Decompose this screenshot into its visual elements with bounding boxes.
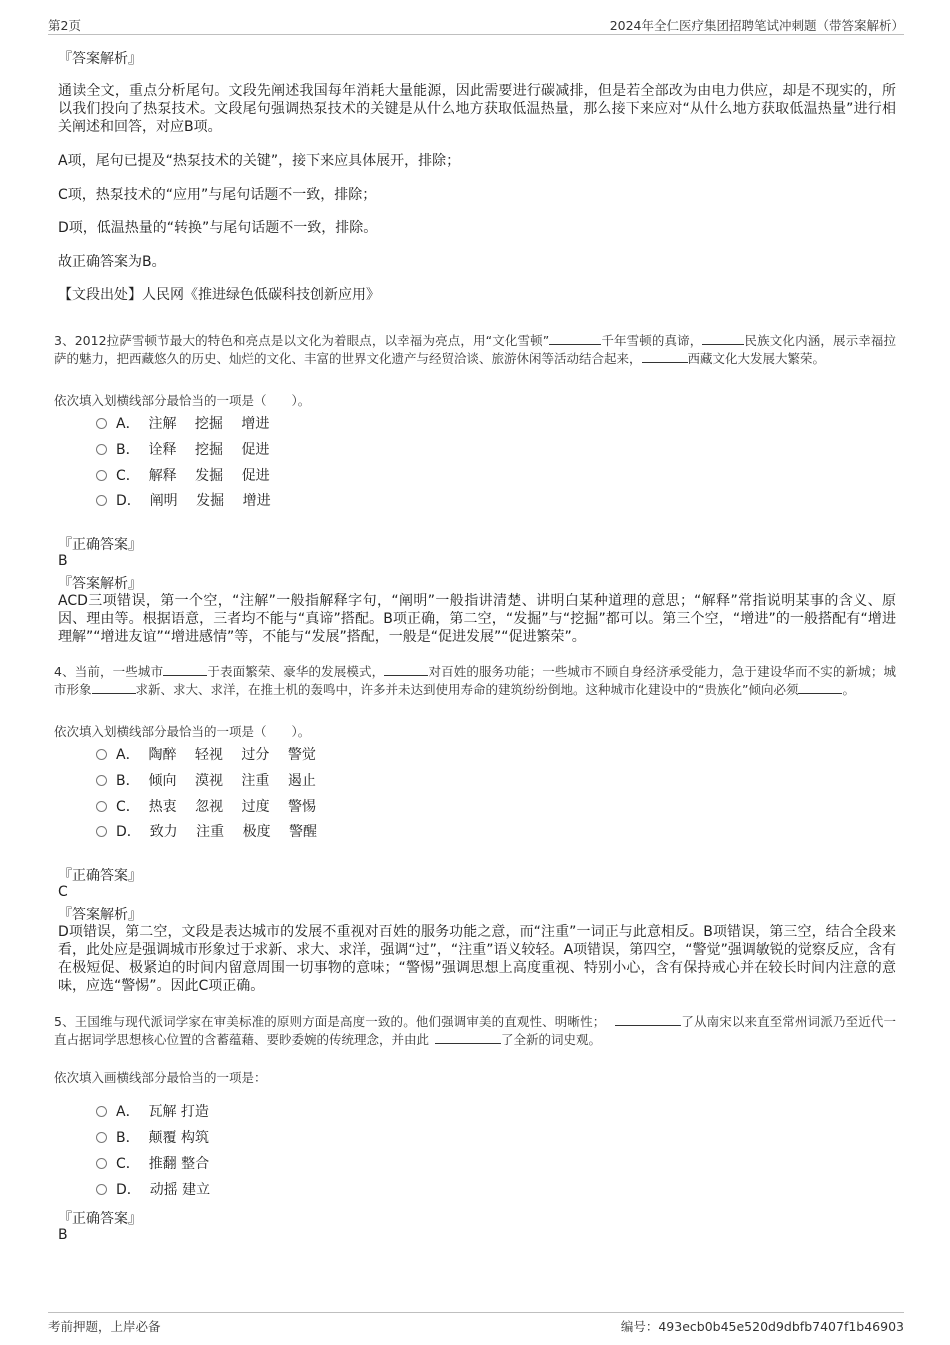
- blank: [435, 1031, 501, 1044]
- question-5-prompt: 依次填入画横线部分最恰当的一项是：: [54, 1070, 267, 1085]
- blank: [384, 663, 428, 676]
- blank: [615, 1013, 681, 1026]
- correct-answer-label: 『正确答案』: [58, 1211, 142, 1227]
- analysis-paragraph: 故正确答案为B。: [58, 254, 166, 270]
- radio-icon[interactable]: [96, 801, 107, 812]
- question-5-option-b[interactable]: B． 颠覆 构筑: [96, 1128, 209, 1148]
- radio-icon[interactable]: [96, 775, 107, 786]
- radio-icon[interactable]: [96, 1184, 107, 1195]
- analysis-paragraph: A项，尾句已提及“热泵技术的关键”，接下来应具体展开，排除；: [58, 153, 461, 169]
- radio-icon[interactable]: [96, 749, 107, 760]
- radio-icon[interactable]: [96, 1158, 107, 1169]
- question-4-prompt: 依次填入划横线部分最恰当的一项是（ ）。: [54, 724, 311, 739]
- document-id: 编号：493ecb0b45e520d9dbfb7407f1b46903: [620, 1319, 904, 1334]
- correct-answer-label: 『正确答案』: [58, 537, 142, 553]
- blank: [798, 681, 842, 694]
- analysis-paragraph: ACD三项错误，第一个空，“注解”一般指解释字句，“阐明”一般指讲清楚、讲明白某种道理的意思；“解释”常指说明某事的含义、原因、理由等。根据语意，三者均不能与“真谛”搭配。B项正确，第二空，“发掘”与“挖掘”都可以。第三个空，“增进”的一般搭配有“增进理解”“增进友谊”“增进感情”等，不能与“发展”搭配，一般是“促进发展”“促进繁荣”。: [58, 593, 896, 645]
- question-5-stem: 5、王国维与现代派词学家在审美标准的原则方面是高度一致的。他们强调审美的直观性、明晰性； 了从南宋以来直至常州词派乃至近代一直占据词学思想核心位置的含蓄蕴藉、要眇委婉的传统理念，并由此 了全新的词史观。: [54, 1014, 896, 1047]
- correct-answer-value: B: [58, 1227, 68, 1243]
- page-footer: [48, 1312, 904, 1335]
- analysis-paragraph: 通读全文，重点分析尾句。文段先阐述我国每年消耗大量能源，因此需要进行碳减排，但是若全部改为由电力供应，却是不现实的，所以我们投向了热泵技术。文段尾句强调热泵技术的关键是从什么地方获取低温热量，那么接下来应对“从什么地方获取低温热量”进行相关阐述和回答，对应B项。: [58, 83, 896, 135]
- blank: [163, 663, 207, 676]
- radio-icon[interactable]: [96, 444, 107, 455]
- radio-icon[interactable]: [96, 1106, 107, 1117]
- analysis-label: 『答案解析』: [58, 576, 142, 592]
- radio-icon[interactable]: [96, 470, 107, 481]
- question-3-option-d[interactable]: D． 阐明 发掘 增进: [96, 491, 271, 511]
- analysis-label: 『答案解析』: [58, 51, 142, 67]
- radio-icon[interactable]: [96, 495, 107, 506]
- question-4-option-c[interactable]: C． 热衷 忽视 过度 警惕: [96, 797, 316, 817]
- source-citation: 【文段出处】人民网《推进绿色低碳科技创新应用》: [58, 287, 380, 303]
- page-number: 第2页: [48, 18, 81, 33]
- analysis-paragraph: C项，热泵技术的“应用”与尾句话题不一致，排除；: [58, 187, 377, 203]
- question-4-option-b[interactable]: B． 倾向 漠视 注重 遏止: [96, 771, 316, 791]
- blank: [642, 350, 688, 363]
- correct-answer-value: C: [58, 884, 68, 900]
- analysis-label: 『答案解析』: [58, 907, 142, 923]
- analysis-paragraph: D项，低温热量的“转换”与尾句话题不一致，排除。: [58, 220, 378, 236]
- radio-icon[interactable]: [96, 1132, 107, 1143]
- question-3-prompt: 依次填入划横线部分最恰当的一项是（ ）。: [54, 393, 311, 408]
- question-5-option-a[interactable]: A． 瓦解 打造: [96, 1102, 209, 1122]
- question-4-stem: 4、当前，一些城市 于表面繁荣、豪华的发展模式， 对百姓的服务功能；一些城市不顾自身经济承受能力，急于建设华而不实的新城；城市形象 求新、求大、求洋，在推土机的轰鸣中，许多并未达到使用寿命的建筑纷纷倒地。这种城市化建设中的“贵族化”倾向必须 。: [54, 664, 896, 697]
- page-header: [48, 14, 904, 35]
- analysis-paragraph: D项错误，第二空，文段是表达城市的发展不重视对百姓的服务功能之意，而“注重”一词正与此意相反。B项错误，第三空，结合全段来看，此处应是强调城市形象过于求新、求大、求洋，强调“过”，“注重”语义较轻。A项错误，第四空，“警觉”强调敏锐的觉察反应，含有在极短促、极紧迫的时间内留意周围一切事物的意味；“警惕”强调思想上高度重视、特别小心，含有保持戒心并在较长时间内注意的意味，应选“警惕”。因此C项正确。: [58, 924, 896, 994]
- radio-icon[interactable]: [96, 418, 107, 429]
- question-5-option-c[interactable]: C． 推翻 整合: [96, 1154, 209, 1174]
- blank: [702, 332, 744, 345]
- question-3-option-a[interactable]: A． 注解 挖掘 增进: [96, 414, 269, 434]
- blank: [549, 332, 601, 345]
- correct-answer-label: 『正确答案』: [58, 868, 142, 884]
- question-5-option-d[interactable]: D． 动摇 建立: [96, 1180, 210, 1200]
- blank: [92, 681, 136, 694]
- document-title: 2024年全仁医疗集团招聘笔试冲刺题（带答案解析）: [609, 18, 904, 33]
- footer-slogan: 考前押题，上岸必备: [48, 1319, 161, 1334]
- radio-icon[interactable]: [96, 826, 107, 837]
- question-4-option-d[interactable]: D． 致力 注重 极度 警醒: [96, 822, 317, 842]
- question-4-option-a[interactable]: A． 陶醉 轻视 过分 警觉: [96, 745, 316, 765]
- question-3-option-c[interactable]: C． 解释 发掘 促进: [96, 466, 270, 486]
- question-3-stem: 3、2012拉萨雪顿节最大的特色和亮点是以文化为着眼点，以幸福为亮点，用“文化雪顿” 千年雪顿的真谛， 民族文化内涵，展示幸福拉萨的魅力，把西藏悠久的历史、灿烂的文化、丰富的世界文化遗产与经贸洽谈、旅游休闲等活动结合起来， 西藏文化大发展大繁荣。: [54, 333, 896, 366]
- correct-answer-value: B: [58, 553, 68, 569]
- question-3-option-b[interactable]: B． 诠释 挖掘 促进: [96, 440, 269, 460]
